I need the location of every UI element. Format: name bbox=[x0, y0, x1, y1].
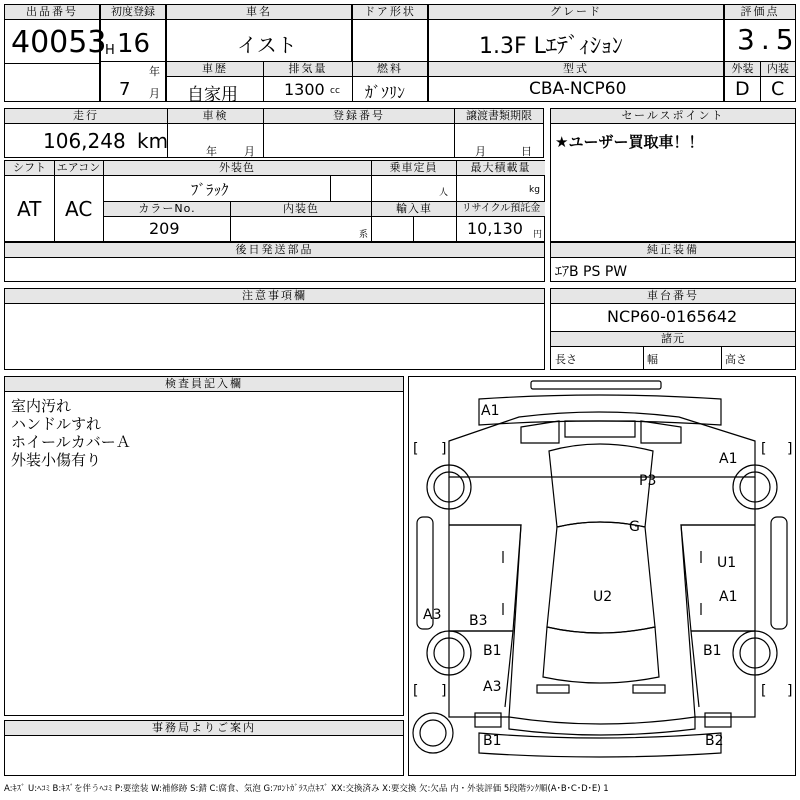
recycle-unit: 円 bbox=[533, 230, 543, 240]
recycle: 10,130 bbox=[467, 219, 523, 238]
damage-mark: G bbox=[629, 519, 640, 535]
damage-mark: B1 bbox=[483, 733, 502, 749]
parts-box bbox=[4, 242, 545, 282]
transfer-day-unit: 日 bbox=[521, 145, 532, 158]
damage-mark: U2 bbox=[593, 589, 613, 605]
door-label: ドア形状 bbox=[353, 5, 427, 20]
lot-label: 出品番号 bbox=[5, 5, 99, 20]
grade-box bbox=[428, 4, 724, 62]
load-label: 最大積載量 bbox=[456, 161, 545, 175]
inspector-note: ハンドルすれ bbox=[11, 415, 102, 433]
damage-mark: A1 bbox=[481, 403, 500, 419]
car-name-label: 車名 bbox=[167, 5, 351, 20]
fuel-box bbox=[352, 61, 428, 102]
recycle-label: リサイクル預託金 bbox=[457, 202, 545, 216]
model-label: 型式 bbox=[429, 62, 723, 77]
damage-mark: A3 bbox=[483, 679, 502, 695]
exterior-grade: D bbox=[735, 78, 750, 100]
damage-mark: P3 bbox=[639, 473, 657, 489]
first-reg-label: 初度登録 bbox=[101, 5, 165, 20]
bracket: [ bbox=[761, 683, 767, 699]
interior-color-label: 内装色 bbox=[231, 202, 371, 216]
caution-box bbox=[4, 288, 545, 370]
transfer-box bbox=[454, 108, 544, 158]
equipment-value: ｴｱB PS PW bbox=[555, 264, 628, 280]
history-label: 車歴 bbox=[167, 62, 263, 77]
inspector-note: 外装小傷有り bbox=[11, 451, 102, 469]
mileage-label: 走行 bbox=[5, 109, 167, 124]
load-unit: kg bbox=[529, 185, 540, 195]
office-label: 事務局よりご案内 bbox=[5, 721, 403, 736]
transfer-month-unit: 月 bbox=[475, 145, 486, 158]
ac: AC bbox=[65, 197, 93, 221]
bracket: [ bbox=[413, 683, 419, 699]
shift: AT bbox=[17, 197, 42, 221]
color-no-label: カラーNo. bbox=[104, 202, 230, 216]
era: H bbox=[105, 43, 115, 58]
color: ﾌﾞﾗｯｸ bbox=[191, 181, 229, 199]
car-diagram bbox=[408, 376, 796, 776]
damage-mark: A1 bbox=[719, 589, 738, 605]
exterior-box bbox=[724, 61, 761, 102]
displacement: 1300 bbox=[284, 80, 325, 99]
model: CBA-NCP60 bbox=[529, 79, 627, 99]
inspector-note: ホイールカバーＡ bbox=[11, 433, 131, 451]
bracket: ] bbox=[787, 683, 793, 699]
fuel-label: 燃料 bbox=[353, 62, 427, 77]
interior-color-unit: 系 bbox=[359, 230, 369, 240]
capacity-unit: 人 bbox=[439, 188, 449, 198]
year-unit: 年 bbox=[149, 65, 160, 78]
damage-mark: B1 bbox=[703, 643, 722, 659]
sales-label: セールスポイント bbox=[551, 109, 795, 124]
caution-label: 注意事項欄 bbox=[5, 289, 544, 304]
damage-mark: U1 bbox=[717, 555, 737, 571]
lot-box bbox=[4, 4, 107, 102]
dimension-width-label: 幅 bbox=[647, 353, 658, 366]
month-unit: 月 bbox=[149, 87, 160, 100]
inspector-label: 検査員記入欄 bbox=[5, 377, 403, 392]
bracket: ] bbox=[441, 683, 447, 699]
damage-mark: A1 bbox=[719, 451, 738, 467]
score: 3.5 bbox=[737, 23, 800, 56]
office-box bbox=[4, 720, 404, 776]
damage-mark: B3 bbox=[469, 613, 488, 629]
interior-box bbox=[760, 61, 796, 102]
displacement-label: 排気量 bbox=[264, 62, 352, 77]
inspection-box bbox=[167, 108, 264, 158]
inspection-month-unit: 月 bbox=[244, 145, 255, 158]
displacement-unit: cc bbox=[330, 86, 340, 96]
damage-mark: B1 bbox=[483, 643, 502, 659]
mileage-box bbox=[4, 108, 168, 158]
model-box bbox=[428, 61, 724, 102]
year: 16 bbox=[117, 29, 151, 59]
grade: 1.3F Lｴﾃﾞｨｼｮﾝ bbox=[479, 34, 623, 59]
month: 7 bbox=[119, 79, 131, 100]
sales-box bbox=[550, 108, 796, 242]
bracket: [ bbox=[413, 441, 419, 457]
grade-label: グレード bbox=[429, 5, 723, 20]
sales-text: ★ユーザー買取車！！ bbox=[555, 133, 704, 151]
legend: A:ｷｽﾞ U:ﾍｺﾐ B:ｷｽﾞを伴うﾍｺﾐ P:要塗装 W:補修跡 S:錆 C:腐食、気泡 G:ﾌﾛﾝﾄｶﾞﾗｽ点ｷｽﾞ XX:交換済み X:要交換 欠:欠品 内・外装評価 5段階ﾗﾝｸ順(A･B･C･D･E) 1 bbox=[4, 784, 609, 794]
reg-no-label: 登録番号 bbox=[264, 109, 454, 124]
displacement-box bbox=[263, 61, 353, 102]
car-name: イスト bbox=[237, 33, 297, 57]
ac-label: エアコン bbox=[54, 161, 103, 175]
dimension-height-label: 高さ bbox=[725, 353, 747, 366]
inspector-note: 室内汚れ bbox=[11, 397, 72, 415]
chassis-box bbox=[550, 288, 796, 370]
interior-label: 内装 bbox=[761, 62, 795, 77]
mileage-unit: km bbox=[137, 129, 169, 153]
damage-mark: B2 bbox=[705, 733, 724, 749]
inspection-year-unit: 年 bbox=[206, 145, 217, 158]
chassis-label: 車台番号 bbox=[551, 289, 795, 304]
color-label: 外装色 bbox=[103, 161, 371, 175]
history: 自家用 bbox=[187, 85, 238, 105]
inspection-label: 車検 bbox=[168, 109, 263, 124]
interior-grade: C bbox=[771, 78, 785, 100]
dimensions-label: 諸元 bbox=[551, 332, 795, 346]
bracket: ] bbox=[787, 441, 793, 457]
transfer-label: 譲渡書類期限 bbox=[455, 109, 543, 124]
shift-label: シフト bbox=[5, 161, 54, 175]
reg-no-box bbox=[263, 108, 455, 158]
score-box bbox=[724, 4, 800, 62]
spec-box bbox=[4, 160, 545, 242]
exterior-label: 外装 bbox=[725, 62, 760, 77]
damage-mark: A3 bbox=[423, 607, 442, 623]
capacity-label: 乗車定員 bbox=[371, 161, 456, 175]
first-reg-box bbox=[100, 4, 166, 102]
parts-label: 後日発送部品 bbox=[5, 243, 544, 258]
chassis-value: NCP60-0165642 bbox=[607, 307, 738, 326]
door-box bbox=[352, 4, 428, 62]
car-name-box bbox=[166, 4, 352, 62]
mileage: 106,248 bbox=[43, 129, 126, 153]
equipment-box bbox=[550, 242, 796, 282]
bracket: [ bbox=[761, 441, 767, 457]
fuel: ｶﾞｿﾘﾝ bbox=[365, 83, 406, 102]
dimension-length-label: 長さ bbox=[555, 353, 577, 366]
history-box bbox=[166, 61, 264, 105]
import-label: 輸入車 bbox=[372, 202, 456, 216]
bracket: ] bbox=[441, 441, 447, 457]
score-label: 評価点 bbox=[725, 5, 795, 20]
inspector-box bbox=[4, 376, 404, 716]
color-no: 209 bbox=[149, 219, 180, 238]
equipment-label: 純正装備 bbox=[551, 243, 795, 258]
lot-value: 40053 bbox=[11, 25, 107, 60]
